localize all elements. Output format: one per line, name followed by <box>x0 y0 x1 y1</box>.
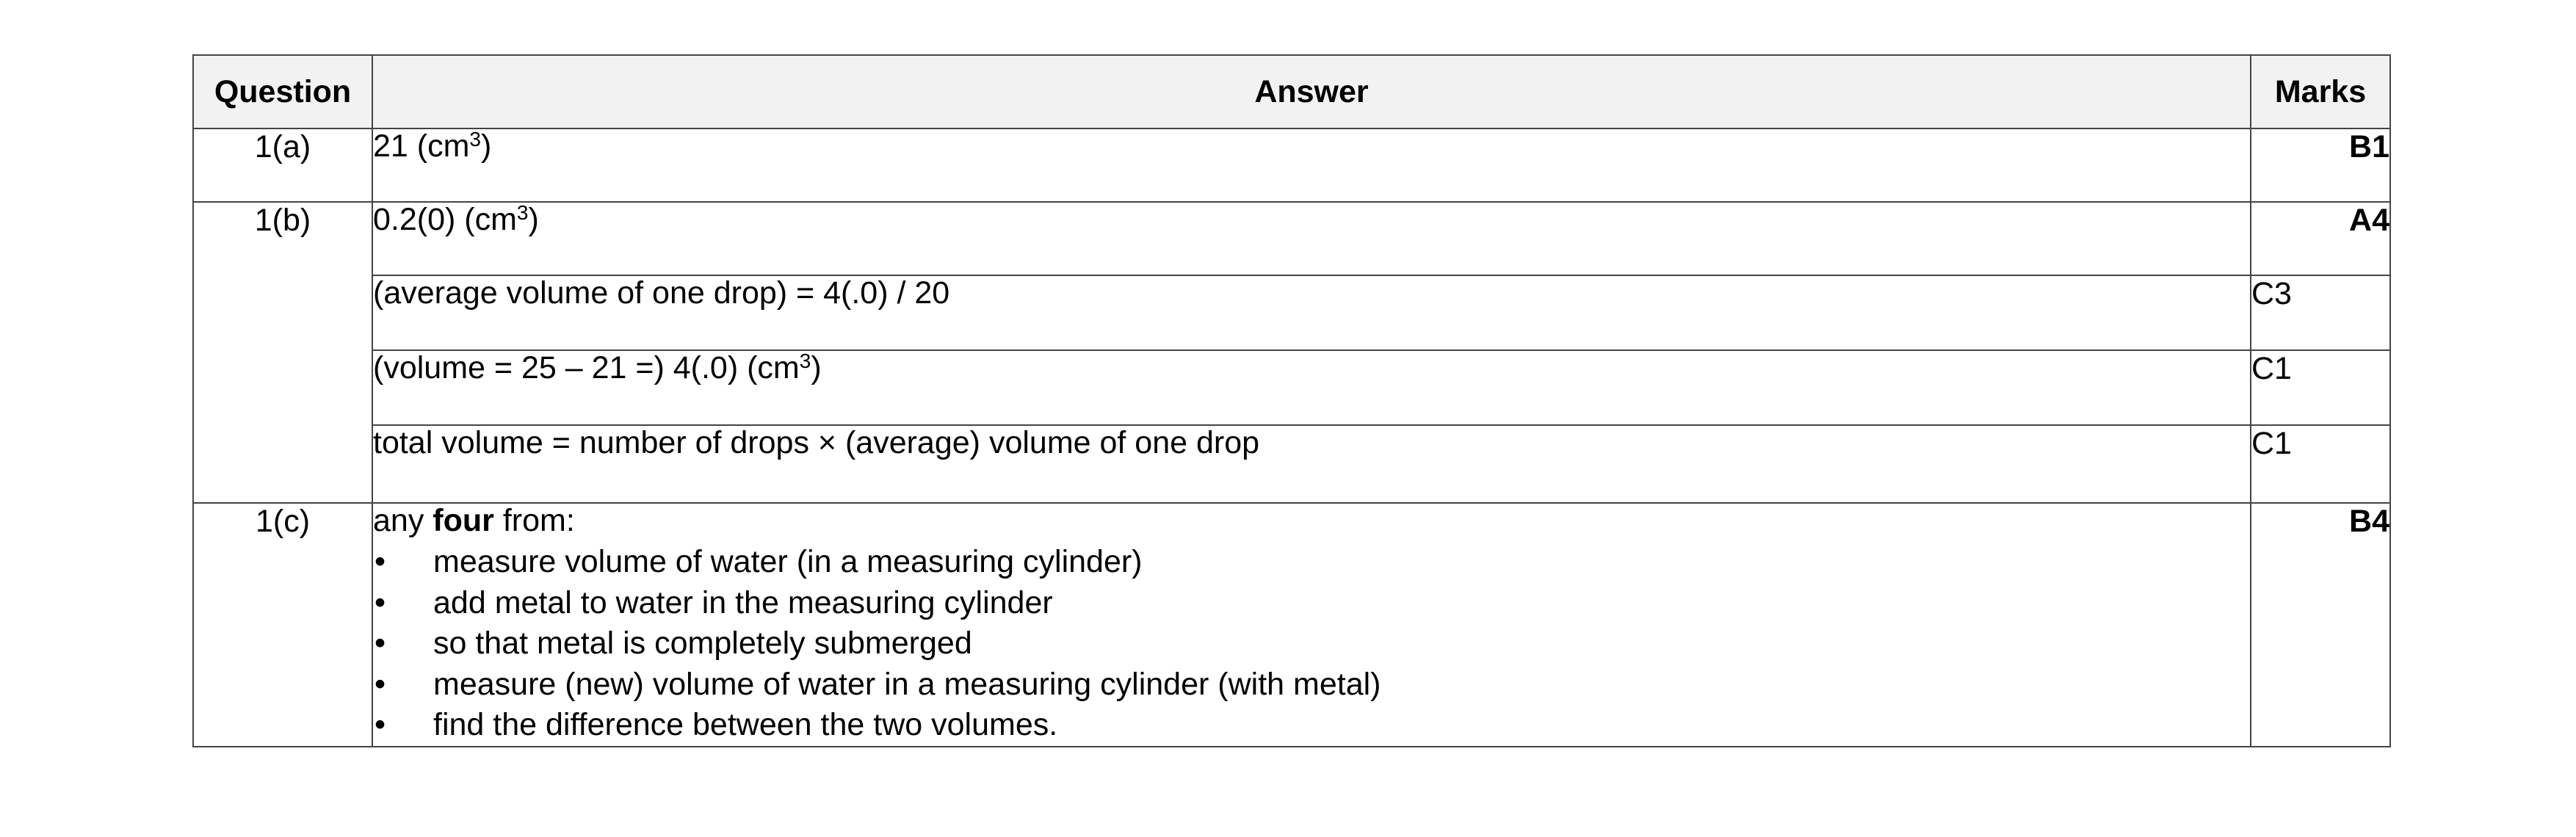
bullet-list <box>373 542 2250 746</box>
question-cell: 1(a) <box>193 128 372 202</box>
answer-cell <box>372 202 2251 275</box>
marks-cell: B1 <box>2251 128 2390 202</box>
list-item-text: add metal to water in the measuring cylinder <box>433 584 1053 620</box>
answer-text-end: ) <box>811 350 822 385</box>
table-row <box>193 128 2390 202</box>
intro-text-end: from: <box>493 503 575 538</box>
marks-cell: C1 <box>2251 425 2390 503</box>
mark-scheme-table <box>192 54 2391 747</box>
answer-text: 0.2(0) (cm <box>373 202 517 237</box>
answer-cell: (average volume of one drop) = 4(.0) / 20 <box>372 275 2251 350</box>
marks-cell: C3 <box>2251 275 2390 350</box>
bullet-icon: • <box>375 707 386 742</box>
table-row <box>193 425 2390 503</box>
bullet-icon: • <box>375 544 386 579</box>
answer-text-end: ) <box>481 128 492 164</box>
bullet-icon: • <box>375 666 386 702</box>
header-row <box>193 55 2390 128</box>
table-row <box>193 202 2390 275</box>
answer-cell <box>372 128 2251 202</box>
list-item <box>373 705 2250 746</box>
list-item-text: find the difference between the two volumes. <box>433 707 1058 742</box>
table-row <box>193 503 2390 747</box>
list-item <box>373 623 2250 664</box>
list-item <box>373 542 2250 583</box>
superscript: 3 <box>469 128 481 151</box>
answer-text: (volume = 25 – 21 =) 4(.0) (cm <box>373 350 800 385</box>
list-item-text: so that metal is completely submerged <box>433 626 972 661</box>
superscript: 3 <box>516 201 529 224</box>
intro-text: any <box>373 503 433 538</box>
bullet-icon: • <box>375 626 386 661</box>
superscript: 3 <box>799 349 811 372</box>
answer-cell <box>372 503 2251 747</box>
list-item-text: measure (new) volume of water in a measuring cylinder (with metal) <box>433 666 1381 702</box>
list-item-text: measure volume of water (in a measuring cylinder) <box>433 544 1143 579</box>
table-row <box>193 350 2390 425</box>
answer-text: 21 (cm <box>373 128 470 164</box>
header-question: Question <box>193 55 372 128</box>
answer-cell <box>372 350 2251 425</box>
header-answer: Answer <box>372 55 2251 128</box>
marks-cell: A4 <box>2251 202 2390 275</box>
answer-text-end: ) <box>528 202 539 237</box>
question-cell: 1(b) <box>193 202 372 503</box>
answer-intro <box>373 504 2250 537</box>
marks-cell: C1 <box>2251 350 2390 425</box>
table-row <box>193 275 2390 350</box>
list-item <box>373 664 2250 706</box>
list-item <box>373 583 2250 624</box>
bullet-icon: • <box>375 584 386 620</box>
header-marks: Marks <box>2251 55 2390 128</box>
intro-bold-text: four <box>433 503 494 538</box>
marks-cell: B4 <box>2251 503 2390 747</box>
question-cell: 1(c) <box>193 503 372 747</box>
answer-cell: total volume = number of drops × (average) volume of one drop <box>372 425 2251 503</box>
